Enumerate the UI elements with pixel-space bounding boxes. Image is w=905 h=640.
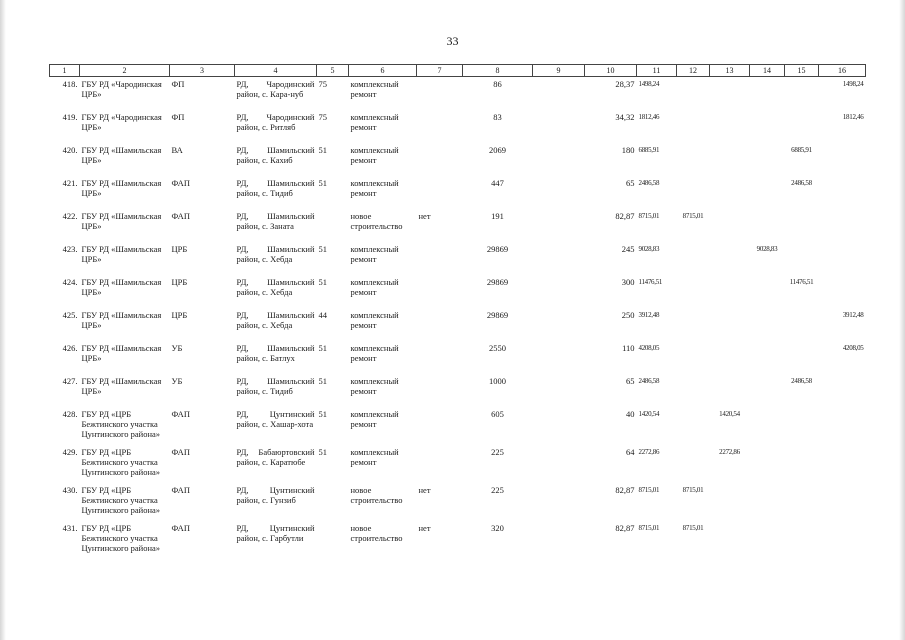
cell-c12 <box>677 110 710 143</box>
column-header-7: 7 <box>417 65 463 77</box>
cell-c3: ФАП <box>171 211 190 221</box>
cell-c2: ГБУ РД «Чародинская ЦРБ» <box>81 79 162 99</box>
cell-c12 <box>677 341 710 374</box>
cell-c10: 65 <box>626 178 635 188</box>
facilities-table <box>49 64 866 559</box>
cell-c3: ЦРБ <box>171 310 188 320</box>
table-row <box>50 143 866 176</box>
cell-c9 <box>533 308 585 341</box>
cell-c8: 29869 <box>486 277 509 287</box>
cell-c15 <box>785 209 819 242</box>
cell-c7 <box>417 77 463 111</box>
cell-c14 <box>750 77 785 111</box>
cell-c12 <box>677 445 710 483</box>
cell-c16 <box>819 445 866 483</box>
cell-c9 <box>533 341 585 374</box>
cell-c6: комплексный ремонт <box>350 343 399 363</box>
cell-c12: 8715,01 <box>682 524 704 532</box>
cell-c2: ГБУ РД «ЦРБ Бежтинского участка Цунтинского района» <box>81 485 161 515</box>
cell-c4: РД, Цунтинский район, с. Хашар-хота <box>236 409 315 429</box>
cell-c14: 9028,83 <box>756 245 778 253</box>
cell-c12 <box>677 242 710 275</box>
cell-c5: 75 <box>318 79 327 89</box>
cell-c4: РД, Шамильский район, с. Хебда <box>236 244 315 264</box>
cell-c1: 430. <box>62 485 78 495</box>
cell-c13 <box>710 374 750 407</box>
cell-c4: РД, Цунтинский район, с. Гунзиб <box>236 485 315 505</box>
cell-c7 <box>417 275 463 308</box>
cell-c12 <box>677 77 710 111</box>
cell-c15 <box>785 521 819 559</box>
cell-c16 <box>819 176 866 209</box>
cell-c13: 1420,54 <box>719 410 740 418</box>
cell-c12: 8715,01 <box>682 212 704 220</box>
cell-c16: 1498,24 <box>842 80 864 88</box>
cell-c7 <box>417 374 463 407</box>
cell-c9 <box>533 242 585 275</box>
cell-c10: 65 <box>626 376 635 386</box>
cell-c1: 424. <box>62 277 78 287</box>
column-header-16: 16 <box>819 65 866 77</box>
cell-c10: 82,87 <box>615 211 635 221</box>
cell-c9 <box>533 209 585 242</box>
table-row <box>50 77 866 111</box>
cell-c5: 51 <box>318 178 327 188</box>
cell-c6: новое строительство <box>350 211 403 231</box>
cell-c16 <box>819 275 866 308</box>
column-header-8: 8 <box>463 65 533 77</box>
cell-c7 <box>417 242 463 275</box>
cell-c14 <box>750 209 785 242</box>
cell-c10: 64 <box>626 447 635 457</box>
column-header-3: 3 <box>170 65 235 77</box>
column-header-9: 9 <box>533 65 585 77</box>
cell-c13 <box>710 242 750 275</box>
cell-c3: ФАП <box>171 409 190 419</box>
cell-c5: 51 <box>318 244 327 254</box>
cell-c4: РД, Чародинский район, с. Кара-нуб <box>236 79 315 99</box>
cell-c9 <box>533 143 585 176</box>
cell-c7 <box>417 308 463 341</box>
cell-c6: комплексный ремонт <box>350 376 399 396</box>
cell-c14 <box>750 341 785 374</box>
cell-c11: 1812,46 <box>638 113 660 121</box>
cell-c8: 225 <box>491 447 504 457</box>
cell-c10: 82,87 <box>615 523 635 533</box>
cell-c10: 250 <box>621 310 635 320</box>
cell-c5 <box>317 209 349 242</box>
cell-c4: РД, Шамильский район, с. Хебда <box>236 310 315 330</box>
cell-c11: 2486,58 <box>638 377 660 385</box>
cell-c8: 86 <box>493 79 502 89</box>
cell-c10: 82,87 <box>615 485 635 495</box>
cell-c2: ГБУ РД «Шамильская ЦРБ» <box>81 178 162 198</box>
cell-c3: ФАП <box>171 523 190 533</box>
column-header-13: 13 <box>710 65 750 77</box>
cell-c12 <box>677 143 710 176</box>
cell-c15: 6885,91 <box>791 146 812 154</box>
cell-c15: 2486,58 <box>791 179 812 187</box>
cell-c2: ГБУ РД «Шамильская ЦРБ» <box>81 277 162 297</box>
cell-c14 <box>750 176 785 209</box>
scan-edge-left <box>0 0 6 640</box>
cell-c1: 418. <box>62 79 78 89</box>
cell-c13 <box>710 275 750 308</box>
cell-c6: комплексный ремонт <box>350 447 399 467</box>
column-header-6: 6 <box>349 65 417 77</box>
cell-c13 <box>710 483 750 521</box>
cell-c4: РД, Шамильский район, с. Хебда <box>236 277 315 297</box>
cell-c1: 431. <box>62 523 78 533</box>
cell-c11: 8715,01 <box>638 212 660 220</box>
cell-c3: ФП <box>171 112 185 122</box>
table-body <box>50 77 866 560</box>
cell-c5: 51 <box>318 277 327 287</box>
cell-c15 <box>785 483 819 521</box>
cell-c11: 8715,01 <box>638 524 660 532</box>
cell-c11: 9028,83 <box>638 245 660 253</box>
cell-c11: 1420,54 <box>638 410 660 418</box>
cell-c14 <box>750 521 785 559</box>
cell-c2: ГБУ РД «Шамильская ЦРБ» <box>81 376 162 396</box>
cell-c11: 8715,01 <box>638 486 660 494</box>
table-row <box>50 275 866 308</box>
cell-c5: 51 <box>318 343 327 353</box>
cell-c13 <box>710 176 750 209</box>
cell-c9 <box>533 374 585 407</box>
cell-c1: 419. <box>62 112 78 122</box>
cell-c2: ГБУ РД «ЦРБ Бежтинского участка Цунтинского района» <box>81 409 161 439</box>
column-header-1: 1 <box>50 65 80 77</box>
cell-c16 <box>819 242 866 275</box>
cell-c2: ГБУ РД «Шамильская ЦРБ» <box>81 244 162 264</box>
cell-c11: 2272,86 <box>638 448 660 456</box>
cell-c10: 40 <box>626 409 635 419</box>
cell-c11: 4208,05 <box>638 344 660 352</box>
cell-c13 <box>710 308 750 341</box>
column-header-14: 14 <box>750 65 785 77</box>
cell-c6: новое строительство <box>350 523 403 543</box>
cell-c3: ЦРБ <box>171 244 188 254</box>
cell-c14 <box>750 110 785 143</box>
cell-c5 <box>317 521 349 559</box>
cell-c8: 1000 <box>489 376 506 386</box>
cell-c16 <box>819 374 866 407</box>
cell-c16 <box>819 521 866 559</box>
cell-c11: 11476,51 <box>638 278 663 286</box>
cell-c2: ГБУ РД «Шамильская ЦРБ» <box>81 343 162 363</box>
cell-c3: ФАП <box>171 485 190 495</box>
cell-c13 <box>710 110 750 143</box>
column-header-11: 11 <box>637 65 677 77</box>
cell-c15 <box>785 242 819 275</box>
cell-c8: 29869 <box>486 310 509 320</box>
cell-c14 <box>750 445 785 483</box>
cell-c7: нет <box>418 523 431 533</box>
cell-c16 <box>819 483 866 521</box>
table-row <box>50 521 866 559</box>
column-header-10: 10 <box>585 65 637 77</box>
cell-c13 <box>710 341 750 374</box>
cell-c10: 300 <box>621 277 635 287</box>
cell-c5 <box>317 483 349 521</box>
cell-c7: нет <box>418 485 431 495</box>
cell-c12 <box>677 407 710 445</box>
cell-c9 <box>533 275 585 308</box>
column-header-4: 4 <box>235 65 317 77</box>
cell-c6: комплексный ремонт <box>350 178 399 198</box>
cell-c1: 428. <box>62 409 78 419</box>
cell-c10: 110 <box>622 343 635 353</box>
cell-c15: 11476,51 <box>789 278 814 286</box>
cell-c15 <box>785 341 819 374</box>
cell-c2: ГБУ РД «Чародинская ЦРБ» <box>81 112 162 132</box>
cell-c8: 83 <box>493 112 502 122</box>
cell-c13 <box>710 521 750 559</box>
cell-c7 <box>417 143 463 176</box>
cell-c9 <box>533 110 585 143</box>
table-row <box>50 407 866 445</box>
cell-c12: 8715,01 <box>682 486 704 494</box>
page-number: 33 <box>446 34 459 48</box>
cell-c3: УБ <box>171 376 183 386</box>
cell-c6: комплексный ремонт <box>350 112 399 132</box>
cell-c1: 426. <box>62 343 78 353</box>
cell-c14 <box>750 483 785 521</box>
table-row <box>50 242 866 275</box>
cell-c12 <box>677 374 710 407</box>
column-header-12: 12 <box>677 65 710 77</box>
cell-c6: комплексный ремонт <box>350 277 399 297</box>
cell-c8: 320 <box>491 523 504 533</box>
table-row <box>50 308 866 341</box>
cell-c5: 51 <box>318 145 327 155</box>
cell-c5: 51 <box>318 409 327 419</box>
cell-c8: 2069 <box>489 145 506 155</box>
scan-edge-right <box>899 0 905 640</box>
cell-c16: 3912,48 <box>842 311 864 319</box>
cell-c4: РД, Бабаюртовский район, с. Каратюбе <box>236 447 315 467</box>
cell-c1: 425. <box>62 310 78 320</box>
cell-c16: 4208,05 <box>842 344 864 352</box>
cell-c1: 420. <box>62 145 78 155</box>
cell-c12 <box>677 176 710 209</box>
cell-c1: 427. <box>62 376 78 386</box>
cell-c6: комплексный ремонт <box>350 409 399 429</box>
cell-c15 <box>785 77 819 111</box>
table-row <box>50 445 866 483</box>
cell-c10: 180 <box>621 145 635 155</box>
cell-c9 <box>533 176 585 209</box>
cell-c10: 28,37 <box>615 79 635 89</box>
cell-c5: 51 <box>318 376 327 386</box>
cell-c12 <box>677 275 710 308</box>
cell-c7 <box>417 407 463 445</box>
table-row <box>50 209 866 242</box>
cell-c1: 422. <box>62 211 78 221</box>
cell-c7 <box>417 341 463 374</box>
cell-c16: 1812,46 <box>842 113 864 121</box>
cell-c4: РД, Цунтинский район, с. Гарбутли <box>236 523 315 543</box>
cell-c11: 1498,24 <box>638 80 660 88</box>
cell-c4: РД, Шамильский район, с. Кахиб <box>236 145 315 165</box>
cell-c8: 605 <box>491 409 504 419</box>
cell-c13 <box>710 77 750 111</box>
cell-c13 <box>710 143 750 176</box>
cell-c6: комплексный ремонт <box>350 310 399 330</box>
cell-c2: ГБУ РД «Шамильская ЦРБ» <box>81 310 162 330</box>
cell-c7: нет <box>418 211 431 221</box>
cell-c6: комплексный ремонт <box>350 79 399 99</box>
cell-c10: 34,32 <box>615 112 635 122</box>
cell-c15: 2486,58 <box>791 377 812 385</box>
cell-c12 <box>677 308 710 341</box>
cell-c15 <box>785 445 819 483</box>
cell-c14 <box>750 308 785 341</box>
cell-c2: ГБУ РД «ЦРБ Бежтинского участка Цунтинского района» <box>81 447 161 477</box>
cell-c2: ГБУ РД «Шамильская ЦРБ» <box>81 211 162 231</box>
cell-c3: ВА <box>171 145 183 155</box>
cell-c16 <box>819 407 866 445</box>
cell-c7 <box>417 110 463 143</box>
cell-c13 <box>710 209 750 242</box>
cell-c3: ФП <box>171 79 185 89</box>
cell-c16 <box>819 143 866 176</box>
cell-c8: 2550 <box>489 343 506 353</box>
cell-c14 <box>750 407 785 445</box>
table-row <box>50 483 866 521</box>
cell-c4: РД, Шамильский район, с. Тидиб <box>236 376 315 396</box>
cell-c4: РД, Шамильский район, с. Батлух <box>236 343 315 363</box>
cell-c3: ЦРБ <box>171 277 188 287</box>
cell-c3: ФАП <box>171 447 190 457</box>
cell-c8: 29869 <box>486 244 509 254</box>
cell-c14 <box>750 374 785 407</box>
cell-c6: комплексный ремонт <box>350 244 399 264</box>
cell-c15 <box>785 407 819 445</box>
cell-c9 <box>533 521 585 559</box>
cell-c7 <box>417 176 463 209</box>
cell-c14 <box>750 275 785 308</box>
cell-c1: 429. <box>62 447 78 457</box>
cell-c5: 51 <box>318 447 327 457</box>
cell-c11: 2486,58 <box>638 179 660 187</box>
cell-c3: ФАП <box>171 178 190 188</box>
cell-c2: ГБУ РД «ЦРБ Бежтинского участка Цунтинского района» <box>81 523 161 553</box>
cell-c6: новое строительство <box>350 485 403 505</box>
cell-c9 <box>533 77 585 111</box>
cell-c7 <box>417 445 463 483</box>
cell-c8: 191 <box>491 211 504 221</box>
cell-c9 <box>533 483 585 521</box>
cell-c15 <box>785 110 819 143</box>
cell-c4: РД, Шамильский район, с. Тидиб <box>236 178 315 198</box>
cell-c11: 6885,91 <box>638 146 660 154</box>
table-row <box>50 341 866 374</box>
cell-c5: 44 <box>318 310 327 320</box>
cell-c5: 75 <box>318 112 327 122</box>
cell-c8: 447 <box>491 178 504 188</box>
table-row <box>50 176 866 209</box>
cell-c1: 423. <box>62 244 78 254</box>
header-row <box>50 65 866 77</box>
cell-c2: ГБУ РД «Шамильская ЦРБ» <box>81 145 162 165</box>
column-header-2: 2 <box>80 65 170 77</box>
table-row <box>50 374 866 407</box>
cell-c4: РД, Шамильский район, с. Заната <box>236 211 315 231</box>
cell-c8: 225 <box>491 485 504 495</box>
cell-c9 <box>533 445 585 483</box>
table-row <box>50 110 866 143</box>
cell-c10: 245 <box>621 244 635 254</box>
cell-c14 <box>750 143 785 176</box>
cell-c16 <box>819 209 866 242</box>
cell-c1: 421. <box>62 178 78 188</box>
cell-c9 <box>533 407 585 445</box>
cell-c11: 3912,48 <box>638 311 660 319</box>
column-header-5: 5 <box>317 65 349 77</box>
cell-c6: комплексный ремонт <box>350 145 399 165</box>
cell-c13: 2272,86 <box>719 448 740 456</box>
cell-c3: УБ <box>171 343 183 353</box>
cell-c4: РД, Чародинский район, с. Ритляб <box>236 112 315 132</box>
column-header-15: 15 <box>785 65 819 77</box>
cell-c15 <box>785 308 819 341</box>
